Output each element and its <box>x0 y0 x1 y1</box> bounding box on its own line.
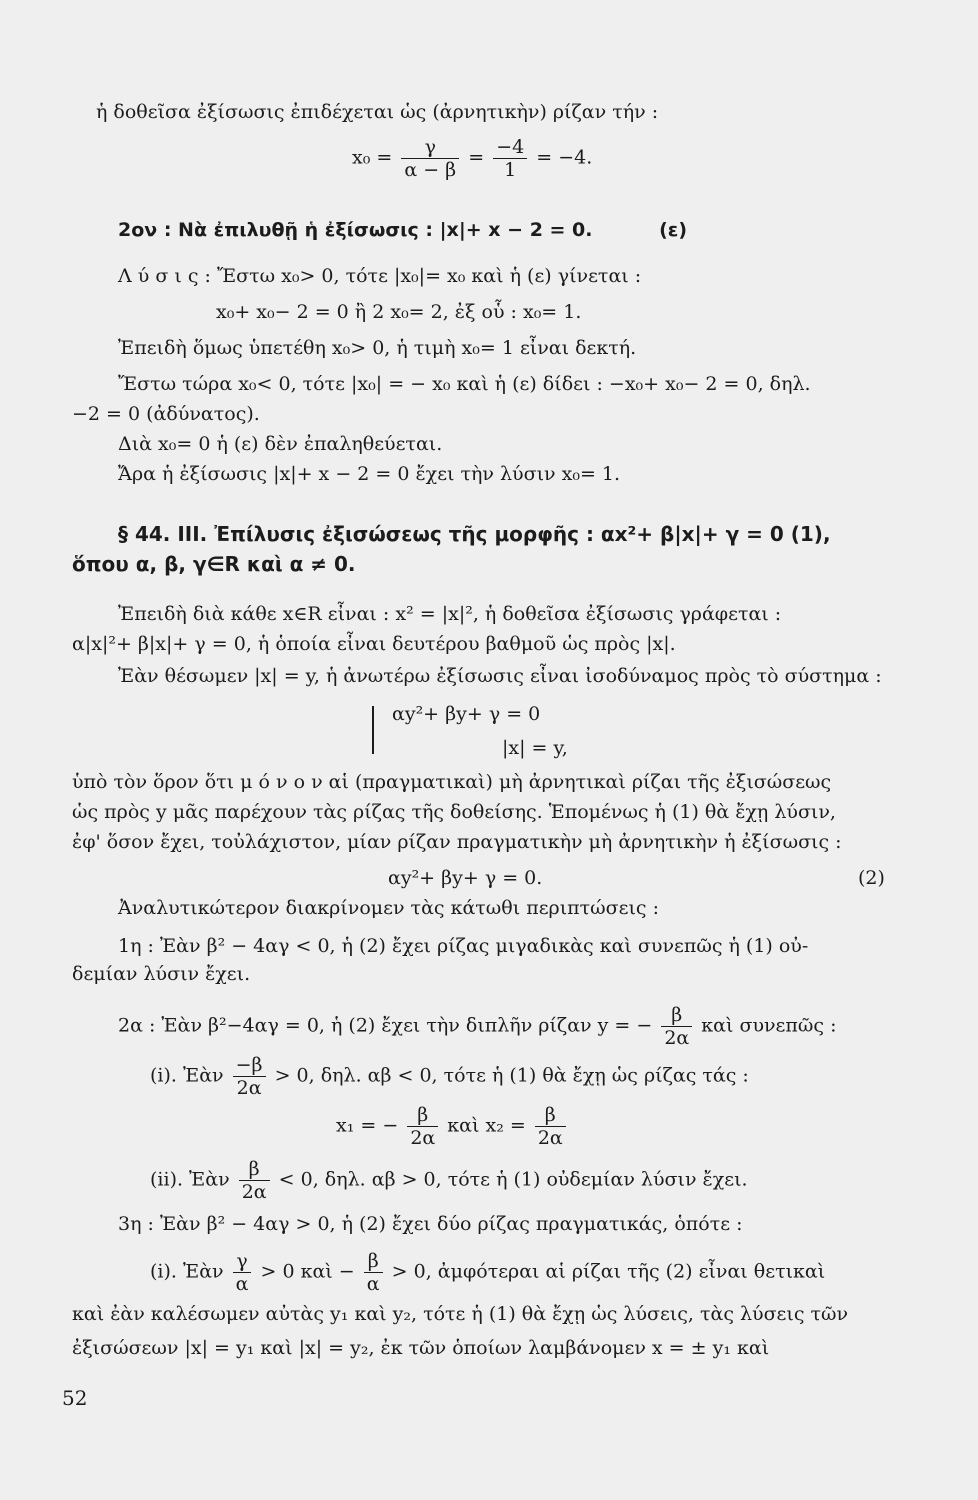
equation: αy²+ βy+ γ = 0. <box>388 867 543 889</box>
equation-tag: (2) <box>858 867 885 889</box>
text-line: Ἔστω τώρα x₀< 0, τότε |x₀| = − x₀ καὶ ἡ (ε) δίδει : −x₀+ x₀− 2 = 0, δηλ. <box>118 373 811 395</box>
equals-sign: = <box>468 146 485 169</box>
case-text: < 0, δηλ. αβ > 0, τότε ἡ (1) οὐδεμίαν λύσιν ἔχει. <box>278 1168 748 1191</box>
denominator: α <box>366 1273 380 1295</box>
formula-x0 <box>352 136 978 181</box>
numerator: β <box>407 1104 438 1127</box>
case-2 <box>118 1004 978 1049</box>
numerator: −4 <box>493 136 527 159</box>
roots-formula <box>336 1104 978 1149</box>
text-line: Ἐπειδὴ ὅμως ὑπετέθη x₀> 0, ἡ τιμὴ x₀= 1 εἶναι δεκτή. <box>118 337 637 359</box>
numerator: γ <box>401 136 459 159</box>
fraction <box>493 136 527 181</box>
exercise-heading <box>118 218 978 242</box>
case-text: καὶ συνεπῶς : <box>701 1014 837 1037</box>
text-line: ὡς πρὸς y μᾶς παρέχουν τὰς ρίζας τῆς δοθείσης. Ἑπομένως ἡ (1) θὰ ἔχῃ λύσιν, <box>72 801 836 823</box>
case-text: 2α : Ἐὰν β²−4αγ = 0, ἡ (2) ἔχει τὴν διπλῆν ρίζαν y = − <box>118 1014 653 1037</box>
numerator: β <box>661 1004 692 1027</box>
fraction <box>239 1158 270 1203</box>
text-line: καὶ ἐὰν καλέσωμεν αὐτὰς y₁ καὶ y₂, τότε ἡ (1) θὰ ἔχῃ ὡς λύσεις, τὰς λύσεις τῶν <box>72 1303 849 1325</box>
denominator: 2α <box>537 1127 563 1149</box>
case-text: (i). Ἐὰν <box>150 1064 224 1087</box>
fraction <box>535 1104 566 1149</box>
text-line: δεμίαν λύσιν ἔχει. <box>72 963 251 985</box>
numerator: −β <box>233 1054 266 1077</box>
case-text: (ii). Ἐὰν <box>150 1168 230 1191</box>
fraction <box>661 1004 692 1049</box>
text-line: ἐφ' ὅσον ἔχει, τοὐλάχιστον, μίαν ρίζαν πραγματικὴν μὴ ἀρνητικὴν ἡ ἐξίσωσις : <box>72 831 842 853</box>
text-line: ἡ δοθεῖσα ἐξίσωσις ἐπιδέχεται ὡς (ἀρνητικὴν) ρίζαν τήν : <box>96 101 659 123</box>
formula-text: x₁ = − <box>336 1114 399 1137</box>
formula-label: x₀ = <box>352 146 393 169</box>
case-2-ii <box>150 1158 978 1203</box>
numerator: γ <box>233 1250 252 1273</box>
fraction <box>233 1250 252 1295</box>
text-line: x₀+ x₀− 2 = 0 ἢ 2 x₀= 2, ἐξ οὗ : x₀= 1. <box>216 301 582 323</box>
case-text: (i). Ἐὰν <box>150 1260 224 1283</box>
case-text: > 0 καὶ − <box>260 1260 355 1283</box>
text-line: Ἄρα ἡ ἐξίσωσις |x|+ x − 2 = 0 ἔχει τὴν λύσιν x₀= 1. <box>118 463 621 485</box>
denominator: 2α <box>410 1127 436 1149</box>
text-line: ἐξισώσεων |x| = y₁ καὶ |x| = y₂, ἐκ τῶν ὁποίων λαμβάνομεν x = ± y₁ καὶ <box>72 1337 770 1359</box>
text-line: Διὰ x₀= 0 ἡ (ε) δὲν ἐπαληθεύεται. <box>118 433 443 455</box>
numerator: β <box>239 1158 270 1181</box>
system-brace <box>372 706 382 754</box>
case-2-i <box>150 1054 978 1099</box>
exercise-title: 2ον : Νὰ ἐπιλυθῇ ἡ ἐξίσωσις : |x|+ x − 2 = 0. <box>118 219 593 241</box>
denominator: α − β <box>404 159 457 181</box>
system-equation: |x| = y, <box>502 737 568 759</box>
text-line: −2 = 0 (ἀδύνατος). <box>72 403 260 425</box>
text-line: Ἐπειδὴ διὰ κάθε x∈R εἶναι : x² = |x|², ἡ δοθεῖσα ἐξίσωσις γράφεται : <box>118 603 782 625</box>
denominator: 2α <box>241 1181 267 1203</box>
system-equation: αy²+ βy+ γ = 0 <box>392 703 541 725</box>
numerator: β <box>535 1104 566 1127</box>
text-line: α|x|²+ β|x|+ γ = 0, ἡ ὁποία εἶναι δευτέρου βαθμοῦ ὡς πρὸς |x|. <box>72 633 676 655</box>
text-line: Ἐὰν θέσωμεν |x| = y, ἡ ἀνωτέρω ἐξίσωσις εἶναι ἰσοδύναμος πρὸς τὸ σύστημα : <box>118 665 882 687</box>
text-line: Ἀναλυτικώτερον διακρίνομεν τὰς κάτωθι περιπτώσεις : <box>118 897 660 919</box>
case-1: 1η : Ἐὰν β² − 4αγ < 0, ἡ (2) ἔχει ρίζας μιγαδικὰς καὶ συνεπῶς ἡ (1) οὐ- <box>118 935 809 957</box>
result: = −4. <box>536 146 593 169</box>
formula-text: καὶ x₂ = <box>447 1114 526 1137</box>
fraction <box>233 1054 266 1099</box>
fraction <box>364 1250 383 1295</box>
text-line: Λ ύ σ ι ς : Ἔστω x₀> 0, τότε |x₀|= x₀ καὶ ἡ (ε) γίνεται : <box>118 265 642 287</box>
case-text: > 0, ἀμφότεραι αἱ ρίζαι τῆς (2) εἶναι θετικαὶ <box>391 1260 826 1283</box>
page-number: 52 <box>62 1386 88 1410</box>
fraction <box>401 136 459 181</box>
denominator: α <box>235 1273 249 1295</box>
case-3-i <box>150 1250 978 1295</box>
case-3: 3η : Ἐὰν β² − 4αγ > 0, ἡ (2) ἔχει δύο ρίζας πραγματικάς, ὁπότε : <box>118 1213 743 1235</box>
denominator: 2α <box>236 1077 262 1099</box>
section-heading-cont: ὅπου α, β, γ∈R καὶ α ≠ 0. <box>72 552 356 576</box>
text-line: ὑπὸ τὸν ὅρον ὅτι μ ό ν ο ν αἱ (πραγματικαὶ) μὴ ἀρνητικαὶ ρίζαι τῆς ἐξισώσεως <box>72 771 832 793</box>
section-heading: § 44. ΙΙΙ. Ἐπίλυσις ἐξισώσεως τῆς μορφῆς : αx²+ β|x|+ γ = 0 (1), <box>118 522 831 546</box>
denominator: 2α <box>664 1027 690 1049</box>
case-text: > 0, δηλ. αβ < 0, τότε ἡ (1) θὰ ἔχῃ ὡς ρίζας τάς : <box>274 1064 749 1087</box>
fraction <box>407 1104 438 1149</box>
equation-tag: (ε) <box>659 219 688 241</box>
denominator: 1 <box>504 159 517 181</box>
numerator: β <box>364 1250 383 1273</box>
